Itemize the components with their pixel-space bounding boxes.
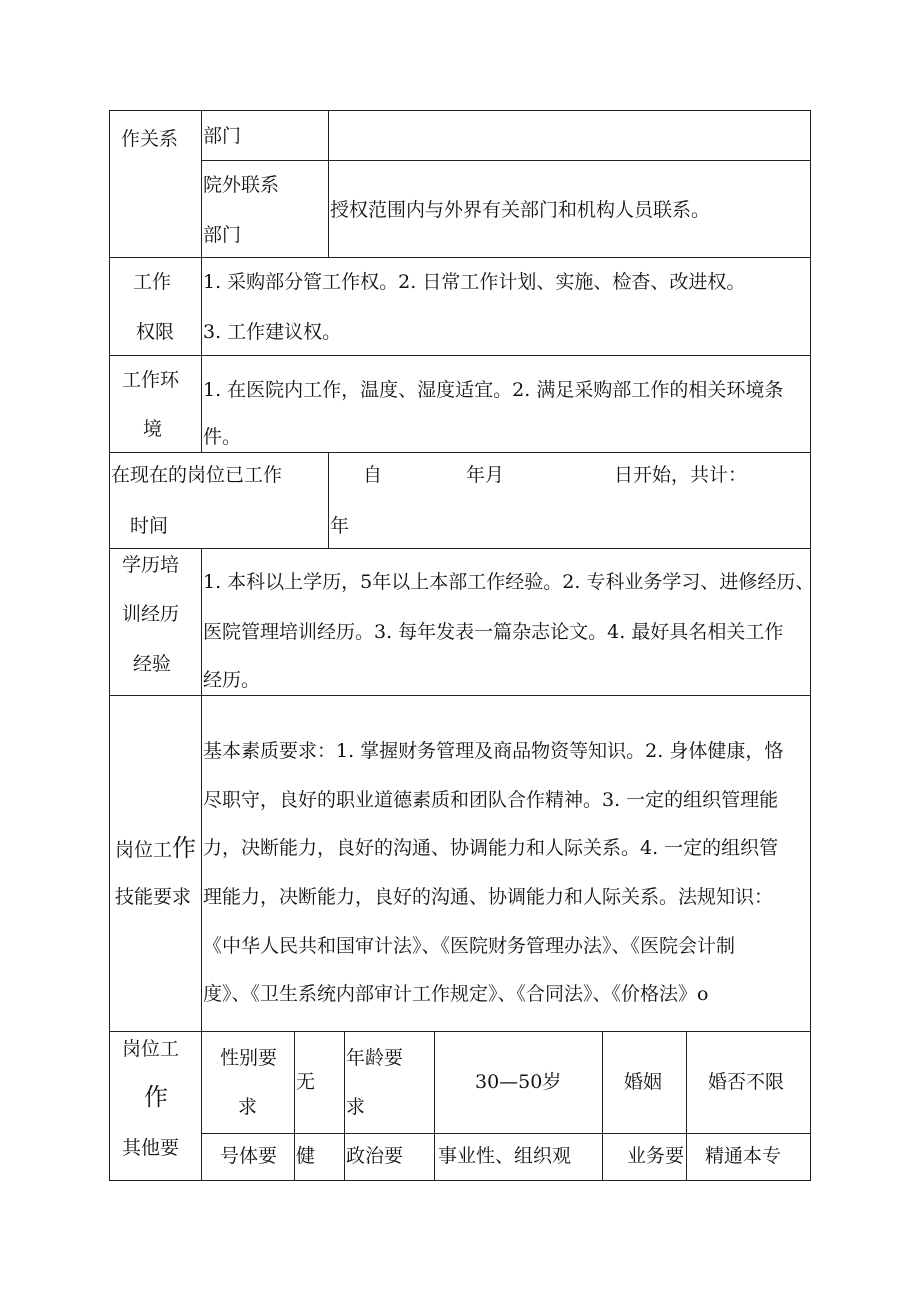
skills-line-1: 基本素质要求：1. 掌握财务管理及商品物资等知识。2. 身体健康，恪 <box>203 740 784 762</box>
age-value: 30—50岁 <box>475 1071 562 1093</box>
other-label-2: 作 <box>144 1083 168 1111</box>
skills-label-1b: 作 <box>172 834 197 862</box>
age-label-2: 求 <box>346 1096 366 1118</box>
authority-line-2: 3. 工作建议权。 <box>203 321 342 343</box>
inner-dept-label: 部门 <box>203 125 242 147</box>
marriage-value: 婚否不限 <box>708 1071 785 1093</box>
outer-contact-value: 授权范围内与外界有关部门和机构人员联系。 <box>330 199 711 221</box>
skills-line-2: 尽职守，良好的职业道德素质和团队合作精神。3. 一定的组织管理能 <box>203 789 779 811</box>
tenure-years: 年 <box>330 515 350 537</box>
education-label-3: 经验 <box>133 653 172 675</box>
marriage-label: 婚姻 <box>624 1071 663 1093</box>
other-label-3: 其他要 <box>122 1137 180 1159</box>
skills-label-2: 技能要求 <box>115 886 192 908</box>
age-label-1: 年龄要 <box>346 1047 404 1069</box>
tenure-start-total: 日开始，共计： <box>614 464 748 486</box>
relations-label: 作关系 <box>121 128 179 150</box>
skills-label-1a: 岗位工 <box>115 839 173 861</box>
skills-line-3: 力，决断能力，良好的沟通、协调能力和人际关系。4. 一定的组织管 <box>203 837 779 859</box>
other-label-1: 岗位工 <box>122 1038 180 1060</box>
authority-label-1: 工作 <box>133 271 172 293</box>
business-value: 精通本专 <box>705 1145 782 1167</box>
tenure-label-1: 在现在的岗位已工作 <box>111 464 283 486</box>
political-value: 事业性、组织观 <box>438 1145 572 1167</box>
skills-line-5: 《中华人民共和国审计法》、《医院财务管理办法》、《医院会计制 <box>203 935 736 957</box>
tenure-from: 自 <box>363 464 383 486</box>
authority-label-2: 权限 <box>136 321 175 343</box>
political-label: 政治要 <box>346 1145 404 1167</box>
skills-line-4: 理能力，决断能力，良好的沟通、协调能力和人际关系。法规知识： <box>203 886 774 908</box>
gender-label-2: 求 <box>238 1096 258 1118</box>
skills-line-6: 度》、《卫生系统内部审计工作规定》、《合同法》、《价格法》o <box>203 983 709 1005</box>
tenure-year-month: 年月 <box>466 464 505 486</box>
health-label: 号体要 <box>220 1145 278 1167</box>
health-value: 健 <box>296 1145 316 1167</box>
environment-label-1: 工作环 <box>122 369 180 391</box>
outer-contact-label-1: 院外联系 <box>203 174 280 196</box>
business-label: 业务要 <box>627 1145 685 1167</box>
tenure-label-2: 时间 <box>130 515 169 537</box>
environment-line-1: 1. 在医院内工作，温度、湿度适宜。2. 满足采购部工作的相关环境条 <box>203 379 784 401</box>
education-label-1: 学历培 <box>122 554 180 576</box>
environment-line-2: 件。 <box>203 426 242 448</box>
gender-label-1: 性别要 <box>220 1047 278 1069</box>
education-line-1: 1. 本科以上学历，5年以上本部工作经验。2. 专科业务学习、进修经历、 <box>203 571 815 593</box>
skills-label-1 <box>115 836 196 862</box>
environment-label-2: 境 <box>143 418 163 440</box>
education-line-2: 医院管理培训经历。3. 每年发表一篇杂志论文。4. 最好具名相关工作 <box>203 621 784 643</box>
outer-contact-label-2: 部门 <box>203 224 242 246</box>
authority-line-1: 1. 采购部分管工作权。2. 日常工作计划、实施、检杳、改进权。 <box>203 271 746 293</box>
gender-value: 无 <box>296 1071 316 1093</box>
education-label-2: 训经历 <box>122 603 180 625</box>
education-line-3: 经历。 <box>203 669 261 691</box>
